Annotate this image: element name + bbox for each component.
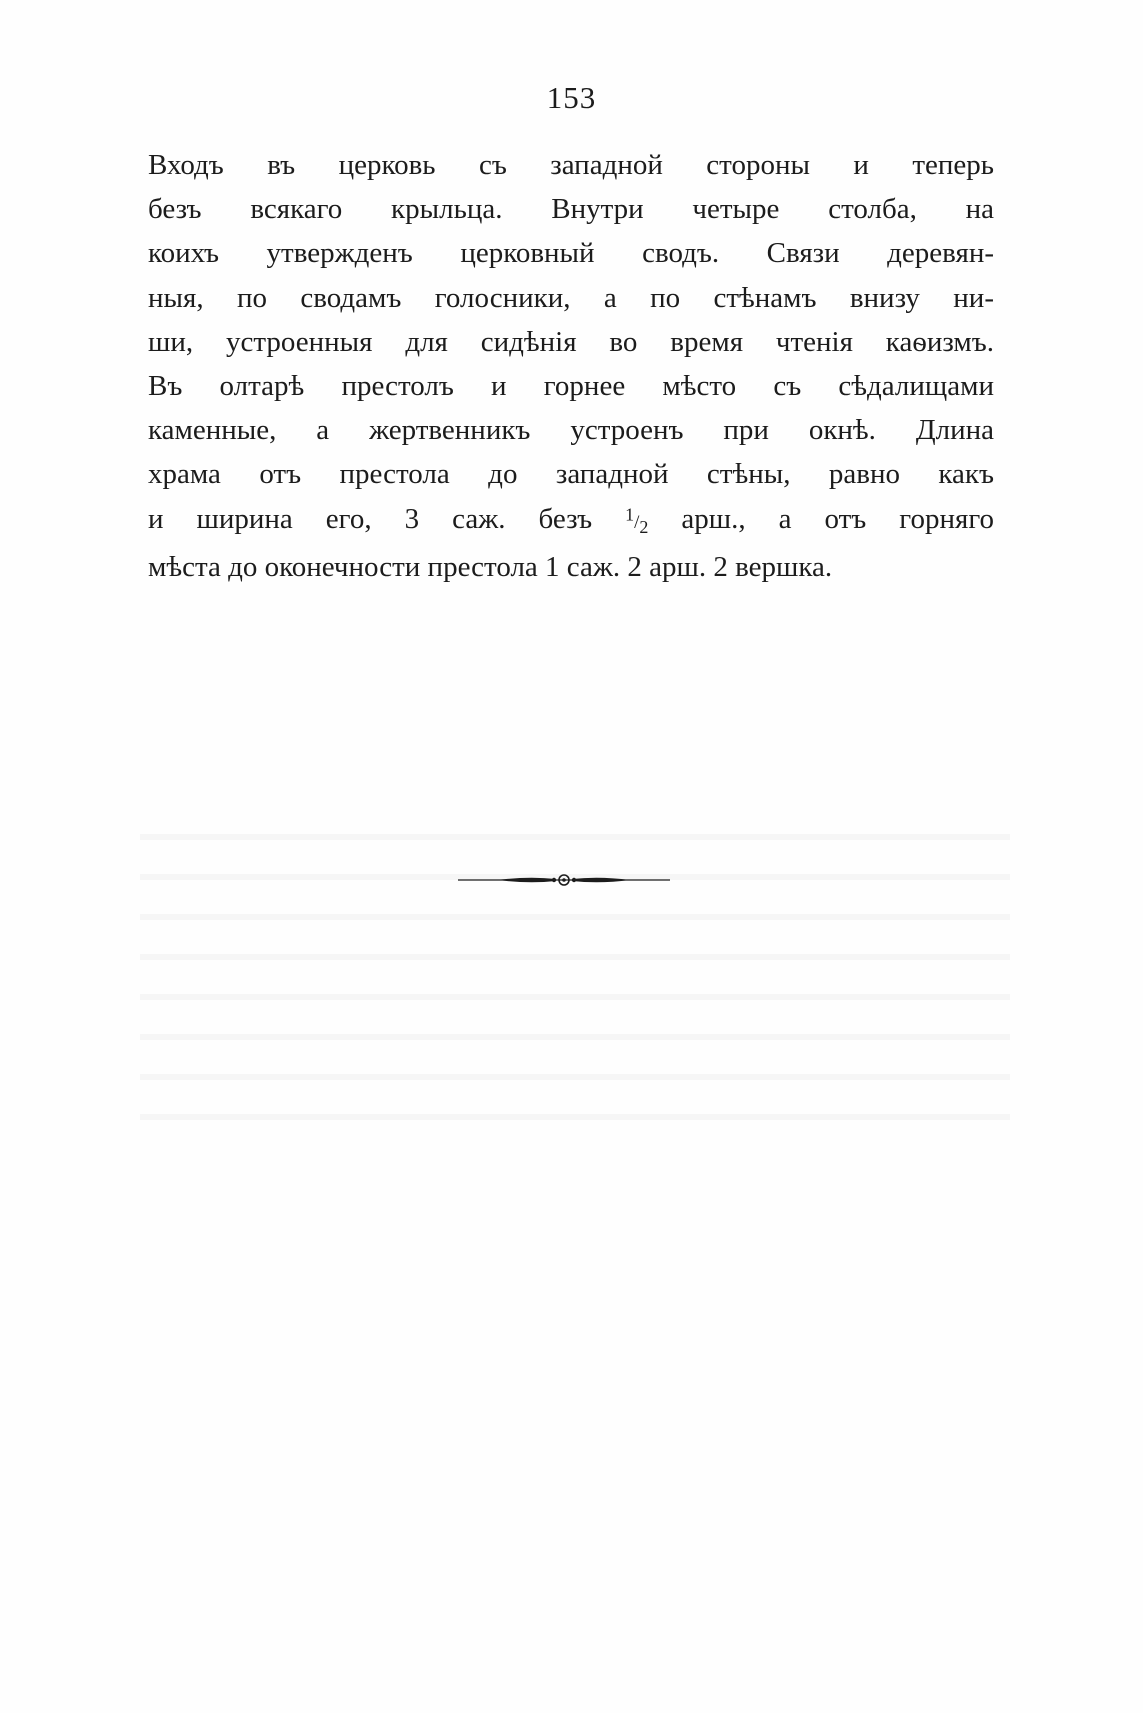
fraction-half: $^1/_2$ — [625, 504, 649, 537]
text-line-9-end: арш., а отъ горняго — [648, 502, 994, 535]
text-line-4: ныя, по сводамъ голосники, а по стѣнамъ внизу ни- — [148, 281, 994, 314]
text-line-7: каменные, а жертвенникъ устроенъ при окнѣ. Длина — [148, 414, 994, 447]
text-line-10: мѣста до оконечности престола 1 саж. 2 арш. 2 вершка. — [148, 550, 833, 583]
fraction-denominator: 2 — [639, 516, 649, 537]
text-line-5: ши, устроенныя для сидѣнія во время чтенія каѳизмъ. — [148, 325, 994, 358]
body-paragraph — [148, 143, 994, 589]
bleed-through-texture — [140, 820, 1010, 1120]
text-line-8: храма отъ престола до западной стѣны, равно какъ — [148, 458, 994, 491]
text-line-3: коихъ утвержденъ церковный сводъ. Связи деревян- — [148, 237, 994, 270]
page-number: 153 — [546, 80, 597, 115]
ornamental-divider-icon — [458, 870, 670, 890]
fraction-numerator: 1 — [625, 504, 635, 525]
text-line-9-start: и ширина его, 3 саж. безъ — [148, 502, 626, 535]
text-line-6: Въ олтарѣ престолъ и горнее мѣсто съ сѣдалищами — [148, 370, 994, 403]
text-line-2: безъ всякаго крыльца. Внутри четыре столба, на — [148, 193, 994, 226]
text-line-9 — [148, 497, 994, 545]
text-line-1: Входъ въ церковь съ западной стороны и теперь — [148, 149, 994, 181]
